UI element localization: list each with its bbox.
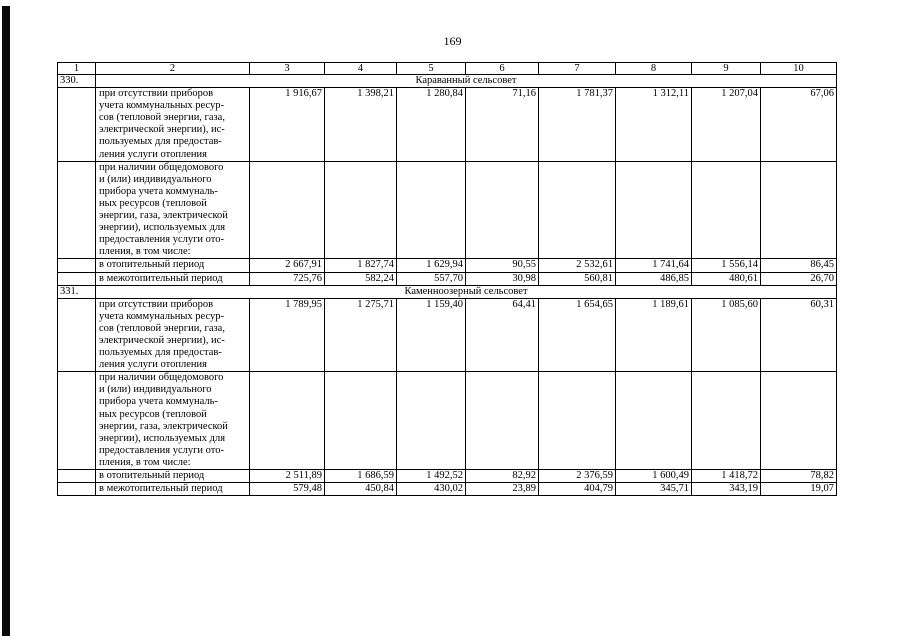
value-cell (325, 161, 397, 259)
table-row (58, 259, 837, 272)
description-line: при наличии общедомового (99, 161, 224, 173)
section-row (58, 75, 837, 88)
value-cell: 1 629,94 (397, 259, 466, 272)
scan-edge-bar (2, 6, 10, 636)
description-line: энергии), используемых для (99, 222, 226, 234)
table-row (58, 161, 837, 259)
value-cell: 2 376,59 (539, 470, 616, 483)
header-cell: 8 (616, 63, 692, 75)
value-cell: 1 207,04 (692, 88, 761, 162)
row-description (96, 483, 250, 496)
description-line: электрической энергии), ис- (99, 334, 225, 346)
value-cell: 1 418,72 (692, 470, 761, 483)
section-number: 330. (58, 75, 96, 88)
row-description (96, 88, 250, 162)
value-cell: 1 600,49 (616, 470, 692, 483)
header-cell: 1 (58, 63, 96, 75)
row-description (96, 298, 250, 372)
description-line: предоставления услуги ото- (99, 444, 224, 456)
header-cell: 4 (325, 63, 397, 75)
value-cell (397, 372, 466, 470)
row-number-cell (58, 483, 96, 496)
value-cell: 1 275,71 (325, 298, 397, 372)
value-cell: 26,70 (761, 272, 837, 285)
section-name: Каменноозерный сельсовет (96, 285, 837, 298)
value-cell (250, 372, 325, 470)
value-cell: 2 511,89 (250, 470, 325, 483)
description-line: энергии, газа, электрической (99, 420, 228, 432)
value-cell: 582,24 (325, 272, 397, 285)
description-line: энергии), используемых для (99, 432, 226, 444)
description-line: пления, в том числе: (99, 456, 191, 468)
table-row (58, 483, 837, 496)
row-number-cell (58, 470, 96, 483)
description-line: в межотопительный период (99, 483, 223, 495)
description-line: в межотопительный период (99, 272, 223, 284)
row-number-cell (58, 259, 96, 272)
value-cell: 1 741,64 (616, 259, 692, 272)
header-cell: 10 (761, 63, 837, 75)
value-cell: 78,82 (761, 470, 837, 483)
table-row (58, 470, 837, 483)
value-cell (761, 372, 837, 470)
value-cell (539, 161, 616, 259)
table-row (58, 372, 837, 470)
value-cell: 1 280,84 (397, 88, 466, 162)
value-cell: 345,71 (616, 483, 692, 496)
row-number-cell (58, 372, 96, 470)
value-cell (692, 161, 761, 259)
description-line: пления, в том числе: (99, 246, 191, 258)
description-line: сов (тепловой энергии, газа, (99, 112, 225, 124)
value-cell: 1 159,40 (397, 298, 466, 372)
value-cell: 64,41 (466, 298, 539, 372)
value-cell (692, 372, 761, 470)
value-cell: 2 667,91 (250, 259, 325, 272)
row-number-cell (58, 88, 96, 162)
header-row (58, 63, 837, 75)
description-line: пользуемых для предостав- (99, 136, 222, 148)
description-line: при отсутствии приборов (99, 88, 214, 100)
row-description (96, 470, 250, 483)
description-line: ных ресурсов (тепловой (99, 197, 207, 209)
header-cell: 9 (692, 63, 761, 75)
description-line: и (или) индивидуального (99, 173, 212, 185)
description-line: и (или) индивидуального (99, 384, 212, 396)
value-cell: 30,98 (466, 272, 539, 285)
row-number-cell (58, 161, 96, 259)
section-name: Караванный сельсовет (96, 75, 837, 88)
value-cell (466, 161, 539, 259)
value-cell: 1 827,74 (325, 259, 397, 272)
description-line: ления услуги отопления (99, 148, 207, 160)
value-cell: 343,19 (692, 483, 761, 496)
value-cell (397, 161, 466, 259)
description-line: предоставления услуги ото- (99, 234, 224, 246)
value-cell: 1 189,61 (616, 298, 692, 372)
description-line: сов (тепловой энергии, газа, (99, 322, 225, 334)
value-cell: 1 686,59 (325, 470, 397, 483)
description-line: при наличии общедомового (99, 372, 224, 384)
row-description (96, 272, 250, 285)
description-line: прибора учета коммуналь- (99, 185, 218, 197)
value-cell: 430,02 (397, 483, 466, 496)
value-cell: 450,84 (325, 483, 397, 496)
value-cell (325, 372, 397, 470)
value-cell: 579,48 (250, 483, 325, 496)
value-cell: 60,31 (761, 298, 837, 372)
page-number: 169 (443, 34, 462, 48)
value-cell: 1 085,60 (692, 298, 761, 372)
value-cell (761, 161, 837, 259)
row-description (96, 161, 250, 259)
description-line: учета коммунальных ресур- (99, 310, 224, 322)
tariff-table (57, 62, 837, 496)
description-line: учета коммунальных ресур- (99, 100, 224, 112)
value-cell: 23,89 (466, 483, 539, 496)
value-cell: 1 556,14 (692, 259, 761, 272)
value-cell: 404,79 (539, 483, 616, 496)
table-row (58, 272, 837, 285)
value-cell: 725,76 (250, 272, 325, 285)
value-cell: 19,07 (761, 483, 837, 496)
value-cell (250, 161, 325, 259)
row-description (96, 259, 250, 272)
value-cell: 1 654,65 (539, 298, 616, 372)
value-cell: 1 781,37 (539, 88, 616, 162)
description-line: ных ресурсов (тепловой (99, 408, 207, 420)
value-cell: 480,61 (692, 272, 761, 285)
description-line: энергии, газа, электрической (99, 210, 228, 222)
description-line: прибора учета коммуналь- (99, 396, 218, 408)
table-row (58, 298, 837, 372)
section-row (58, 285, 837, 298)
description-line: при отсутствии приборов (99, 298, 214, 310)
value-cell: 90,55 (466, 259, 539, 272)
value-cell (539, 372, 616, 470)
value-cell: 67,06 (761, 88, 837, 162)
value-cell: 486,85 (616, 272, 692, 285)
description-line: электрической энергии), ис- (99, 124, 225, 136)
value-cell: 82,92 (466, 470, 539, 483)
value-cell: 1 789,95 (250, 298, 325, 372)
header-cell: 2 (96, 63, 250, 75)
header-cell: 5 (397, 63, 466, 75)
value-cell (616, 161, 692, 259)
value-cell: 86,45 (761, 259, 837, 272)
value-cell: 1 312,11 (616, 88, 692, 162)
description-line: ления услуги отопления (99, 359, 207, 371)
description-line: пользуемых для предостав- (99, 347, 222, 359)
header-cell: 7 (539, 63, 616, 75)
value-cell: 1 492,52 (397, 470, 466, 483)
value-cell: 1 916,67 (250, 88, 325, 162)
value-cell: 557,70 (397, 272, 466, 285)
row-number-cell (58, 272, 96, 285)
table-row (58, 88, 837, 162)
row-description (96, 372, 250, 470)
value-cell: 2 532,61 (539, 259, 616, 272)
value-cell: 71,16 (466, 88, 539, 162)
value-cell: 560,81 (539, 272, 616, 285)
row-number-cell (58, 298, 96, 372)
section-number: 331. (58, 285, 96, 298)
description-line: в отопительный период (99, 470, 205, 481)
header-cell: 3 (250, 63, 325, 75)
description-line: в отопительный период (99, 259, 205, 271)
value-cell: 1 398,21 (325, 88, 397, 162)
value-cell (616, 372, 692, 470)
value-cell (466, 372, 539, 470)
header-cell: 6 (466, 63, 539, 75)
